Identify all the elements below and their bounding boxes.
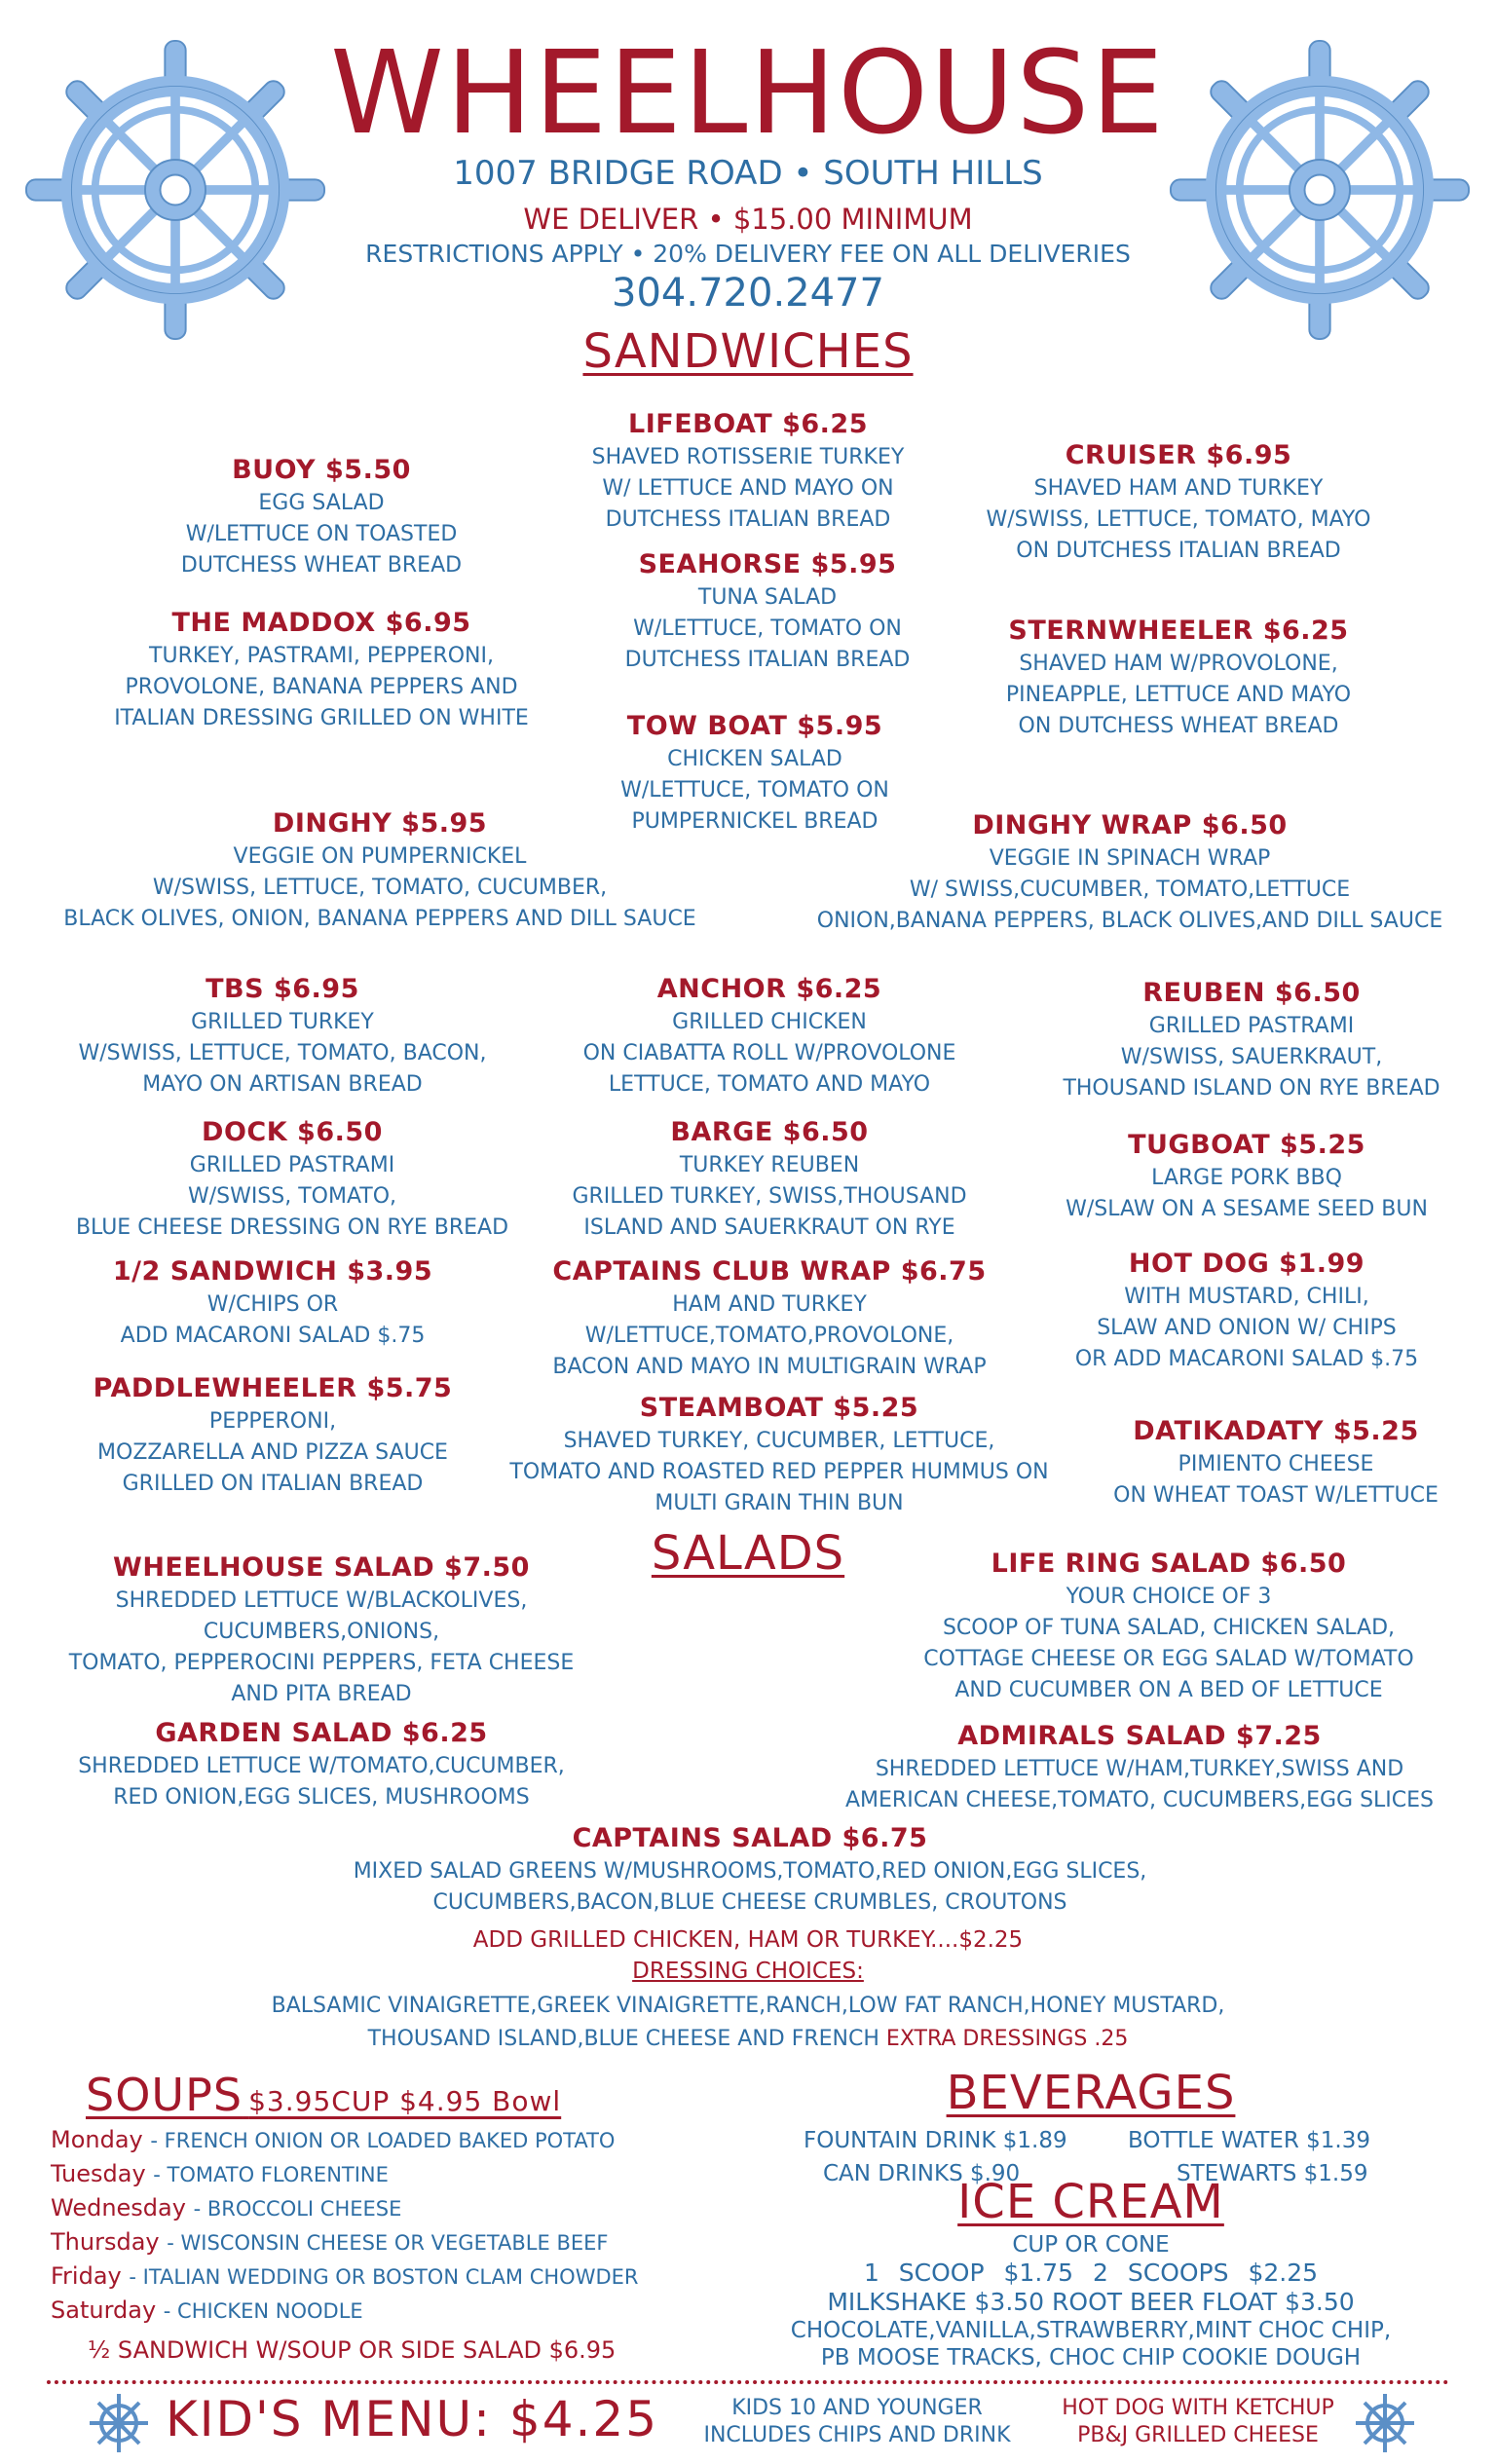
salad-admirals: ADMIRALS SALAD $7.25 SHREDDED LETTUCE W/HAM,TURKEY,SWISS AND AMERICAN CHEESE,TOMATO, CUCUMBERS,EGG SLICES: [844, 1721, 1435, 1812]
dotted-divider: [47, 2380, 1449, 2384]
sandwich-the-maddox: THE MADDOX $6.95 TURKEY, PASTRAMI, PEPPERONI, PROVOLONE, BANANA PEPPERS AND ITALIAN DRESSING GRILLED ON WHITE: [114, 608, 529, 730]
sandwich-datikadaty: DATIKADATY $5.25 PIMIENTO CHEESE ON WHEAT TOAST W/LETTUCE: [1113, 1416, 1439, 1508]
soup-list: [51, 2123, 752, 2328]
sandwich-anchor: ANCHOR $6.25 GRILLED CHICKEN ON CIABATTA ROLL W/PROVOLONE LETTUCE, TOMATO AND MAYO: [582, 974, 956, 1097]
salad-captains: CAPTAINS SALAD $6.75 MIXED SALAD GREENS W/MUSHROOMS,TOMATO,RED ONION,EGG SLICES, CUCUMBERS,BACON,BLUE CHEESE CRUMBLES, CROUTONS: [353, 1823, 1147, 1915]
delivery-info: WE DELIVER • $15.00 MINIMUM: [523, 203, 973, 236]
delivery-restrictions: RESTRICTIONS APPLY • 20% DELIVERY FEE ON ALL DELIVERIES: [365, 240, 1131, 268]
restaurant-title: WHEELHOUSE: [330, 25, 1166, 160]
sandwiches-heading: SANDWICHES: [582, 324, 914, 379]
kids-items-2: PB&J GRILLED CHEESE: [1077, 2423, 1319, 2447]
dressing-choices-title: DRESSING CHOICES:: [632, 1959, 864, 1984]
salad-garden: GARDEN SALAD $6.25 SHREDDED LETTUCE W/TOMATO,CUCUMBER, RED ONION,EGG SLICES, MUSHROOMS: [78, 1718, 565, 1810]
kids-menu-title: KID'S MENU: $4.25: [166, 2391, 659, 2447]
sandwich-dinghy: DINGHY $5.95 VEGGIE ON PUMPERNICKEL W/SWISS, LETTUCE, TOMATO, CUCUMBER, BLACK OLIVES, ONION, BANANA PEPPERS AND DILL SAUCE: [63, 808, 696, 931]
fountain-drink: FOUNTAIN DRINK $1.89: [804, 2128, 1067, 2153]
soups-heading-row: [86, 2070, 561, 2131]
soup-day-row: Monday - FRENCH ONION OR LOADED BAKED POTATO: [51, 2126, 616, 2153]
kids-items-1: HOT DOG WITH KETCHUP: [1062, 2396, 1334, 2420]
sandwich-dock: DOCK $6.50 GRILLED PASTRAMI W/SWISS, TOMATO, BLUE CHEESE DRESSING ON RYE BREAD: [75, 1117, 509, 1240]
sandwich-reuben: REUBEN $6.50 GRILLED PASTRAMI W/SWISS, SAUERKRAUT, THOUSAND ISLAND ON RYE BREAD: [1063, 978, 1440, 1101]
bottle-water: BOTTLE WATER $1.39: [1128, 2128, 1370, 2153]
phone-number: 304.720.2477: [612, 271, 884, 316]
sandwich-lifeboat: LIFEBOAT $6.25 SHAVED ROTISSERIE TURKEY W/ LETTUCE AND MAYO ON DUTCHESS ITALIAN BREAD: [591, 409, 905, 532]
sandwich-buoy: BUOY $5.50 EGG SALAD W/LETTUCE ON TOASTED DUTCHESS WHEAT BREAD: [180, 455, 463, 578]
add-protein-note: ADD GRILLED CHICKEN, HAM OR TURKEY....$2.25: [472, 1927, 1024, 1953]
kids-age-note: KIDS 10 AND YOUNGER: [731, 2396, 983, 2420]
sandwich-barge: BARGE $6.50 TURKEY REUBEN GRILLED TURKEY, SWISS,THOUSAND ISLAND AND SAUERKRAUT ON RYE: [572, 1117, 967, 1240]
can-drinks: CAN DRINKS $.90: [823, 2161, 1021, 2186]
flavors-1: CHOCOLATE,VANILLA,STRAWBERRY,MINT CHOC CHIP,: [790, 2318, 1392, 2343]
sandwich-tugboat: TUGBOAT $5.25 LARGE PORK BBQ W/SLAW ON A SESAME SEED BUN: [1066, 1130, 1428, 1221]
soups-heading: SOUPS: [86, 2069, 243, 2121]
sandwich-tbs: TBS $6.95 GRILLED TURKEY W/SWISS, LETTUCE, TOMATO, BACON, MAYO ON ARTISAN BREAD: [78, 974, 487, 1097]
salad-life-ring: LIFE RING SALAD $6.50 YOUR CHOICE OF 3 SCOOP OF TUNA SALAD, CHICKEN SALAD, COTTAGE CHEESE OR EGG SALAD W/TOMATO AND CUCUMBER ON A BED OF LETTUCE: [923, 1549, 1414, 1702]
scoop-prices: 1 SCOOP $1.75 2 SCOOPS $2.25: [863, 2259, 1319, 2287]
salad-wheelhouse: WHEELHOUSE SALAD $7.50 SHREDDED LETTUCE W/BLACKOLIVES, CUCUMBERS,ONIONS, TOMATO, PEPPEROCINI PEPPERS, FETA CHEESE AND PITA BREAD: [68, 1552, 575, 1706]
dressing-list-2: THOUSAND ISLAND,BLUE CHEESE AND FRENCH: [367, 2027, 879, 2051]
sandwich-tow-boat: TOW BOAT $5.95 CHICKEN SALAD W/LETTUCE, TOMATO ON PUMPERNICKEL BREAD: [620, 711, 889, 834]
soup-sandwich-combo: ½ SANDWICH W/SOUP OR SIDE SALAD $6.95: [88, 2336, 617, 2364]
ice-cream-heading: ICE CREAM: [957, 2175, 1224, 2229]
kids-includes-note: INCLUDES CHIPS AND DRINK: [703, 2423, 1011, 2447]
soup-day-row: Friday - ITALIAN WEDDING OR BOSTON CLAM CHOWDER: [51, 2262, 639, 2290]
sandwich-seahorse: SEAHORSE $5.95 TUNA SALAD W/LETTUCE, TOMATO ON DUTCHESS ITALIAN BREAD: [624, 549, 911, 672]
dressing-list-2-row: [0, 2024, 1496, 2055]
soup-day-row: Saturday - CHICKEN NOODLE: [51, 2296, 363, 2324]
soups-price: $3.95CUP $4.95 Bowl: [248, 2085, 562, 2117]
extra-dressings: EXTRA DRESSINGS .25: [885, 2027, 1129, 2051]
salads-heading: SALADS: [651, 1526, 845, 1581]
dressing-list-1: BALSAMIC VINAIGRETTE,GREEK VINAIGRETTE,RANCH,LOW FAT RANCH,HONEY MUSTARD,: [271, 1994, 1225, 2018]
soup-day-row: Tuesday - TOMATO FLORENTINE: [51, 2160, 389, 2187]
sandwich-sternwheeler: STERNWHEELER $6.25 SHAVED HAM W/PROVOLONE, PINEAPPLE, LETTUCE AND MAYO ON DUTCHESS WHEAT BREAD: [1005, 616, 1352, 738]
sandwich-half: 1/2 SANDWICH $3.95 W/CHIPS OR ADD MACARONI SALAD $.75: [112, 1256, 433, 1348]
ships-wheel-icon-small-left: [88, 2392, 150, 2454]
sandwich-dinghy-wrap: DINGHY WRAP $6.50 VEGGIE IN SPINACH WRAP W/ SWISS,CUCUMBER, TOMATO,LETTUCE ONION,BANANA PEPPERS, BLACK OLIVES,AND DILL SAUCE: [816, 810, 1443, 933]
flavors-2: PB MOOSE TRACKS, CHOC CHIP COOKIE DOUGH: [820, 2345, 1362, 2371]
shake-prices: MILKSHAKE $3.50 ROOT BEER FLOAT $3.50: [827, 2288, 1355, 2316]
sandwich-hot-dog: HOT DOG $1.99 WITH MUSTARD, CHILI, SLAW AND ONION W/ CHIPS OR ADD MACARONI SALAD $.75: [1074, 1249, 1419, 1371]
sandwich-cruiser: CRUISER $6.95 SHAVED HAM AND TURKEY W/SWISS, LETTUCE, TOMATO, MAYO ON DUTCHESS ITALIAN BREAD: [986, 440, 1371, 563]
sandwich-captains-club-wrap: CAPTAINS CLUB WRAP $6.75 HAM AND TURKEY W/LETTUCE,TOMATO,PROVOLONE, BACON AND MAYO IN MULTIGRAIN WRAP: [552, 1256, 987, 1379]
sandwich-steamboat: STEAMBOAT $5.25 SHAVED TURKEY, CUCUMBER, LETTUCE, TOMATO AND ROASTED RED PEPPER HUMMUS ON MULTI GRAIN THIN BUN: [509, 1393, 1049, 1515]
stewarts: STEWARTS $1.59: [1177, 2161, 1368, 2186]
address: 1007 BRIDGE ROAD • SOUTH HILLS: [453, 154, 1043, 193]
soup-day-row: Wednesday - BROCCOLI CHEESE: [51, 2194, 402, 2221]
soup-day-row: Thursday - WISCONSIN CHEESE OR VEGETABLE BEEF: [51, 2228, 609, 2256]
cup-or-cone: CUP OR CONE: [1012, 2232, 1170, 2258]
sandwich-paddlewheeler: PADDLEWHEELER $5.75 PEPPERONI, MOZZARELLA AND PIZZA SAUCE GRILLED ON ITALIAN BREAD: [93, 1373, 453, 1496]
beverages-heading: BEVERAGES: [946, 2066, 1236, 2120]
